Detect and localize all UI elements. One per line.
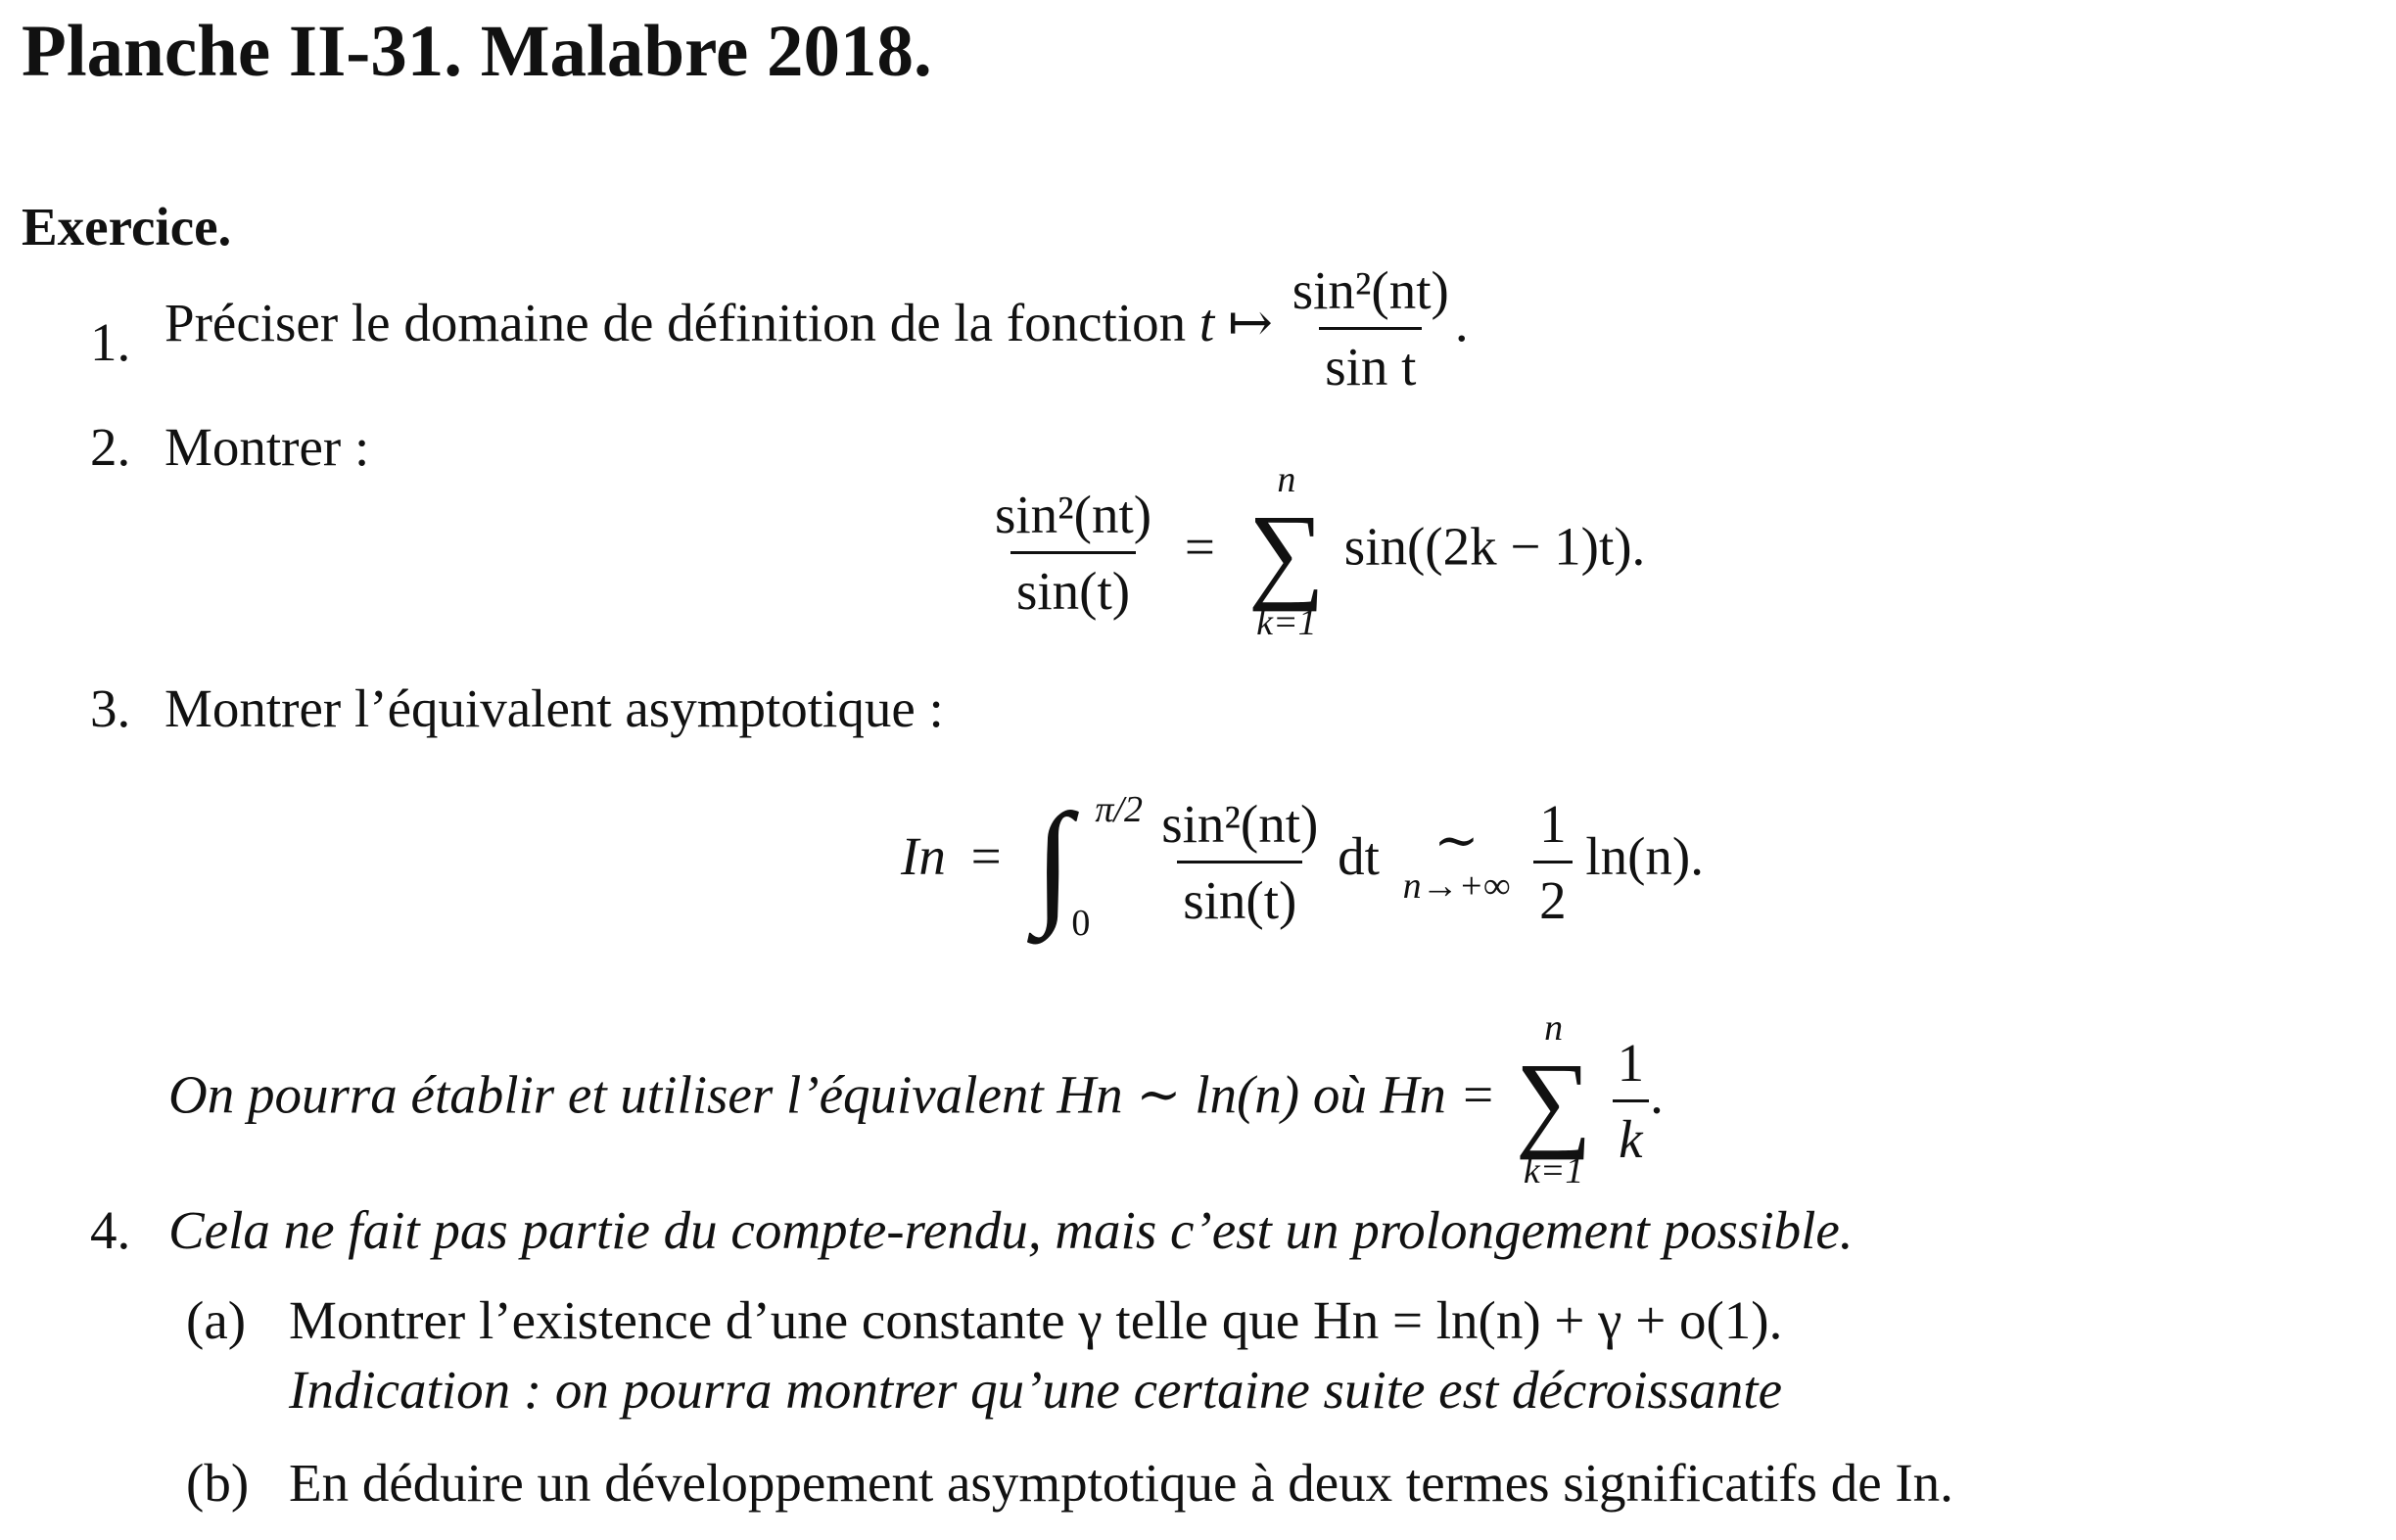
- fraction: [989, 484, 1157, 622]
- fraction-numerator: 1: [1539, 794, 1567, 854]
- fraction-denominator: sin(t): [1177, 861, 1302, 931]
- subquestion-a-text: Montrer l’existence d’une constante γ telle que Hn = ln(n) + γ + o(1).: [289, 1290, 1783, 1350]
- sum-term: sin((2k − 1)t).: [1343, 516, 1646, 577]
- sum-lower-limit: k=1: [1256, 602, 1317, 644]
- fraction-numerator: 1: [1617, 1032, 1645, 1093]
- summation: [1515, 1008, 1591, 1192]
- question-3-formula: [901, 785, 1704, 944]
- question-2-text: Montrer :: [164, 417, 370, 477]
- sigma-symbol: ∑: [1247, 491, 1326, 612]
- subquestion-a-label: (a): [186, 1290, 247, 1350]
- fraction-numerator: sin²(nt): [1292, 260, 1449, 320]
- fraction-denominator: k: [1613, 1099, 1648, 1170]
- equals-sign: =: [970, 826, 1002, 887]
- differential: dt: [1338, 826, 1380, 887]
- fraction-denominator: 2: [1533, 861, 1573, 931]
- question-2-formula: [989, 460, 1645, 644]
- maps-to-symbol: ↦: [1227, 293, 1273, 353]
- question-2-number: 2.: [90, 417, 131, 477]
- one-half: [1533, 793, 1573, 931]
- section-heading: Exercice.: [22, 197, 232, 257]
- question-1-number: 1.: [90, 312, 131, 372]
- subquestion-b-text: En déduire un développement asymptotique à deux termes significatifs de In.: [289, 1453, 1953, 1513]
- fraction: [1287, 259, 1455, 397]
- sum-upper-limit: n: [1277, 459, 1296, 500]
- sum-lower-limit: k=1: [1523, 1150, 1584, 1192]
- integral-name: In: [901, 826, 946, 887]
- question-4-number: 4.: [90, 1200, 131, 1260]
- integral-lower-bound: 0: [1071, 902, 1091, 944]
- subquestion-a-hint: Indication : on pourra montrer qu’une certaine suite est décroissante: [289, 1360, 1782, 1420]
- hint-equivalence: Hn ∼ ln(n): [1057, 1064, 1300, 1125]
- harmonic-definition: Hn =: [1380, 1064, 1496, 1125]
- fraction-denominator: sin t: [1319, 327, 1422, 397]
- equivalence-subscript: n→+∞: [1402, 865, 1511, 908]
- question-4-text: Cela ne fait pas partie du compte-rendu, mais c’est un prolongement possible.: [168, 1200, 1854, 1260]
- question-3-hint: [168, 1008, 1664, 1192]
- question-1: [164, 259, 1469, 397]
- log-term: ln(n).: [1585, 826, 1704, 887]
- hint-where: où: [1312, 1064, 1367, 1125]
- equals-sign: =: [1184, 516, 1215, 577]
- sum-upper-limit: n: [1544, 1007, 1564, 1049]
- fraction: [1612, 1032, 1651, 1170]
- question-1-text: Préciser le domaine de définition de la fonction: [164, 293, 1187, 353]
- fraction-numerator: sin²(nt): [1161, 794, 1319, 854]
- subquestion-b-label: (b): [186, 1453, 250, 1513]
- equivalence-symbol: ∼: [1433, 810, 1480, 870]
- summation: [1248, 460, 1325, 644]
- fraction-denominator: sin(t): [1010, 551, 1136, 622]
- period: .: [1454, 293, 1469, 353]
- question-3-number: 3.: [90, 678, 131, 738]
- hint-text: On pourra établir et utiliser l’équivalent: [168, 1064, 1044, 1125]
- period: .: [1650, 1064, 1664, 1125]
- integral-symbol: ∫: [1034, 785, 1072, 938]
- integral: [1034, 785, 1143, 944]
- fraction-numerator: sin²(nt): [995, 484, 1152, 544]
- question-3-text: Montrer l’équivalent asymptotique :: [164, 678, 944, 738]
- page-title: Planche II-31. Malabre 2018.: [22, 11, 932, 92]
- sigma-symbol: ∑: [1515, 1040, 1592, 1160]
- integral-upper-bound: π/2: [1095, 788, 1143, 830]
- equivalence: [1402, 810, 1511, 909]
- map-variable: t: [1198, 293, 1215, 353]
- integrand-fraction: [1155, 793, 1324, 931]
